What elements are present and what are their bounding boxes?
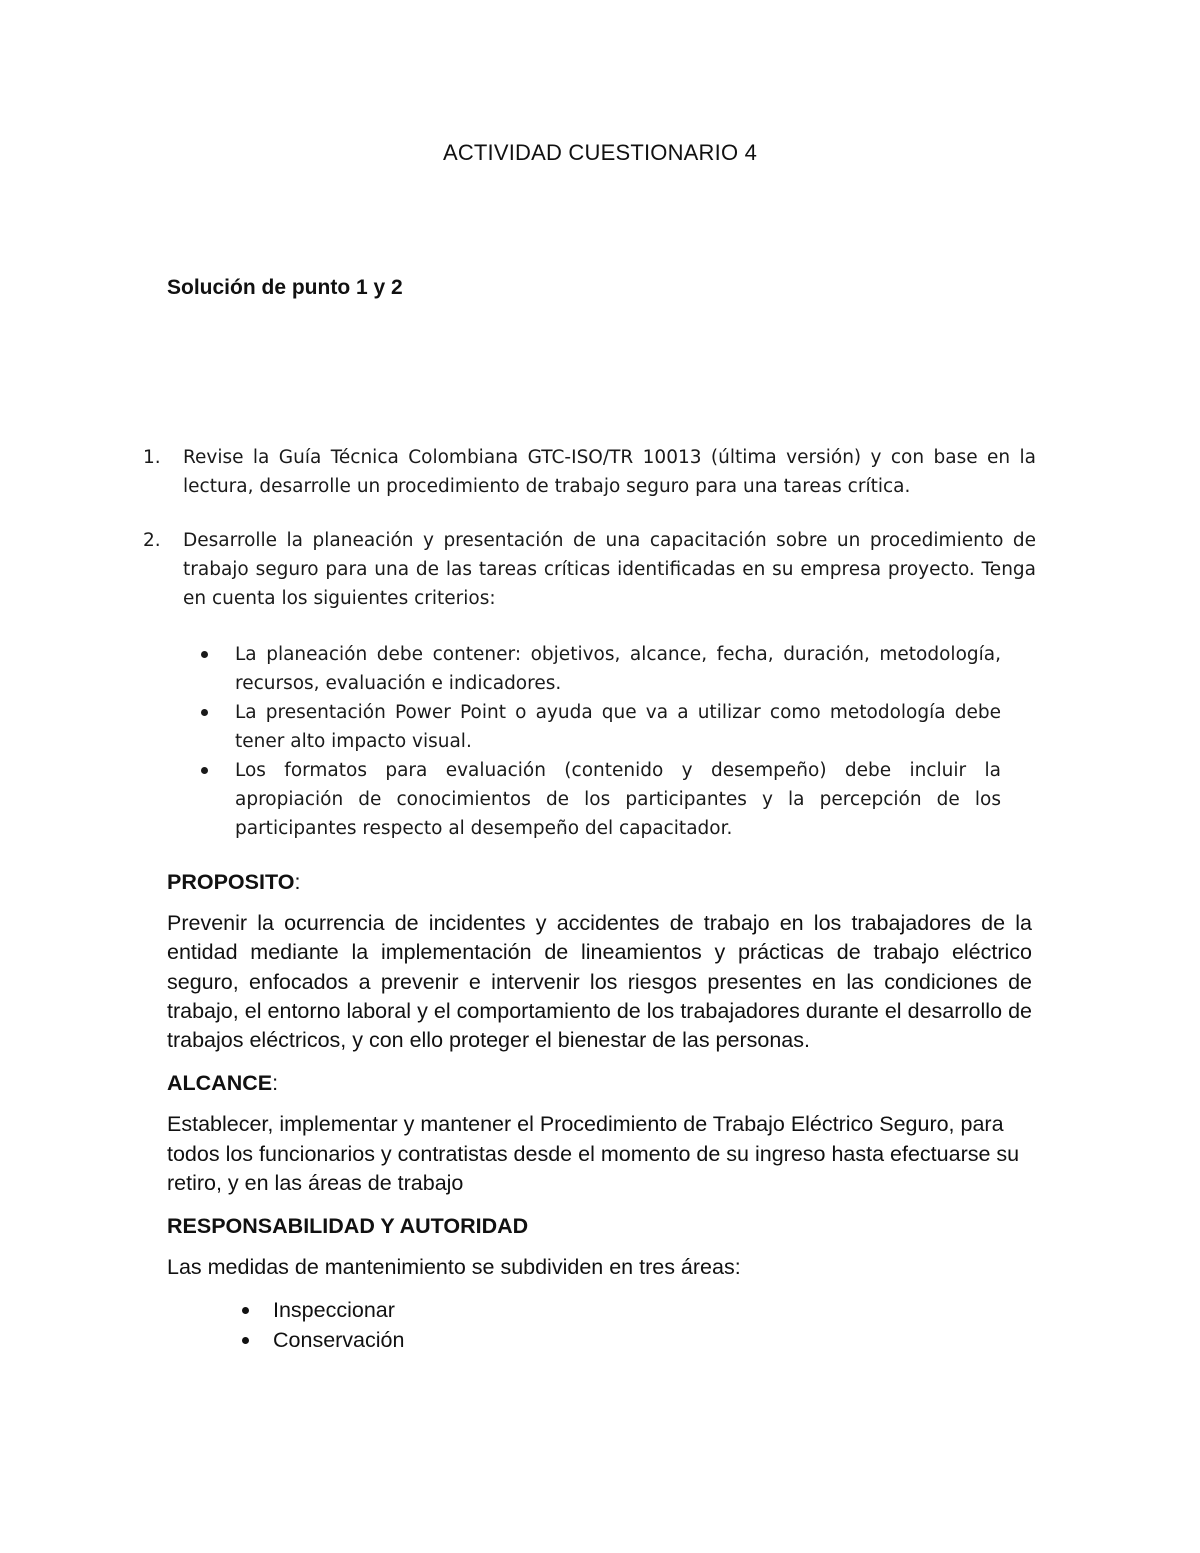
criteria-text: La planeación debe contener: objetivos, alcance, fecha, duración, metodología, recursos, evaluación e indicadores.: [235, 644, 1001, 694]
criteria-list: [193, 640, 1001, 843]
alcance-heading-line: [167, 1069, 1032, 1098]
areas-list: [242, 1296, 1032, 1354]
proposito-heading-line: [167, 868, 1032, 897]
list-item-text: Conservación: [273, 1327, 405, 1352]
bullet-icon: [242, 1337, 249, 1344]
bullet-icon: [201, 767, 208, 774]
criteria-text: Los formatos para evaluación (contenido y desempeño) debe incluir la apropiación de conocimientos de los participantes y la percepción de los participantes respecto al desempeño del capacitador.: [235, 760, 1001, 839]
alcance-heading: ALCANCE: [167, 1071, 273, 1096]
proposito-text: Prevenir la ocurrencia de incidentes y accidentes de trabajo en los trabajadores de la entidad mediante la implementación de lineamientos y prácticas de trabajo eléctrico seguro, enfocados a prevenir e intervenir los riesgos presentes en las condiciones de trabajo, el entorno laboral y el comportamiento de los trabajadores durante el desarrollo de trabajos eléctricos, y con ello proteger el bienestar de las personas.: [167, 911, 1032, 1053]
list-item: [242, 1296, 1032, 1325]
proposito-heading: PROPOSITO: [167, 870, 295, 894]
task-excerpt: [143, 443, 1036, 843]
responsabilidad-heading: RESPONSABILIDAD Y AUTORIDAD: [167, 1214, 529, 1239]
criteria-item: [193, 756, 1001, 843]
criteria-item: [193, 640, 1001, 698]
criteria-text: La presentación Power Point o ayuda que va a utilizar como metodología debe tener alto impacto visual.: [235, 702, 1001, 752]
heading-colon: :: [294, 870, 301, 894]
heading-colon: :: [272, 1071, 279, 1096]
document-body: [167, 868, 1032, 1355]
list-item: [242, 1326, 1032, 1355]
responsabilidad-text: Las medidas de mantenimiento se subdividen en tres áreas:: [167, 1255, 741, 1280]
alcance-text: Establecer, implementar y mantener el Procedimiento de Trabajo Eléctrico Seguro, para todos los funcionarios y contratistas desde el momento de su ingreso hasta efectuarse su retiro, y en las áreas de trabajo: [167, 1112, 1020, 1195]
task-item: [143, 443, 1036, 501]
task-text: Desarrolle la planeación y presentación de una capacitación sobre un procedimiento de trabajo seguro para una de las tareas críticas identificadas en su empresa proyecto. Tenga en cuenta los siguientes criterios:: [183, 530, 1036, 609]
bullet-icon: [201, 709, 208, 716]
criteria-item: [193, 698, 1001, 756]
task-text: Revise la Guía Técnica Colombiana GTC-ISO/TR 10013 (última versión) y con base en la lectura, desarrolle un procedimiento de trabajo seguro para una tareas crítica.: [183, 447, 1036, 497]
section-subtitle: Solución de punto 1 y 2: [167, 276, 403, 299]
bullet-icon: [201, 651, 208, 658]
bullet-icon: [242, 1307, 249, 1314]
task-number: 2.: [143, 530, 161, 551]
task-number: 1.: [143, 447, 161, 468]
document-title: ACTIVIDAD CUESTIONARIO 4: [442, 140, 758, 165]
task-item: [143, 526, 1036, 613]
list-item-text: Inspeccionar: [273, 1298, 395, 1323]
